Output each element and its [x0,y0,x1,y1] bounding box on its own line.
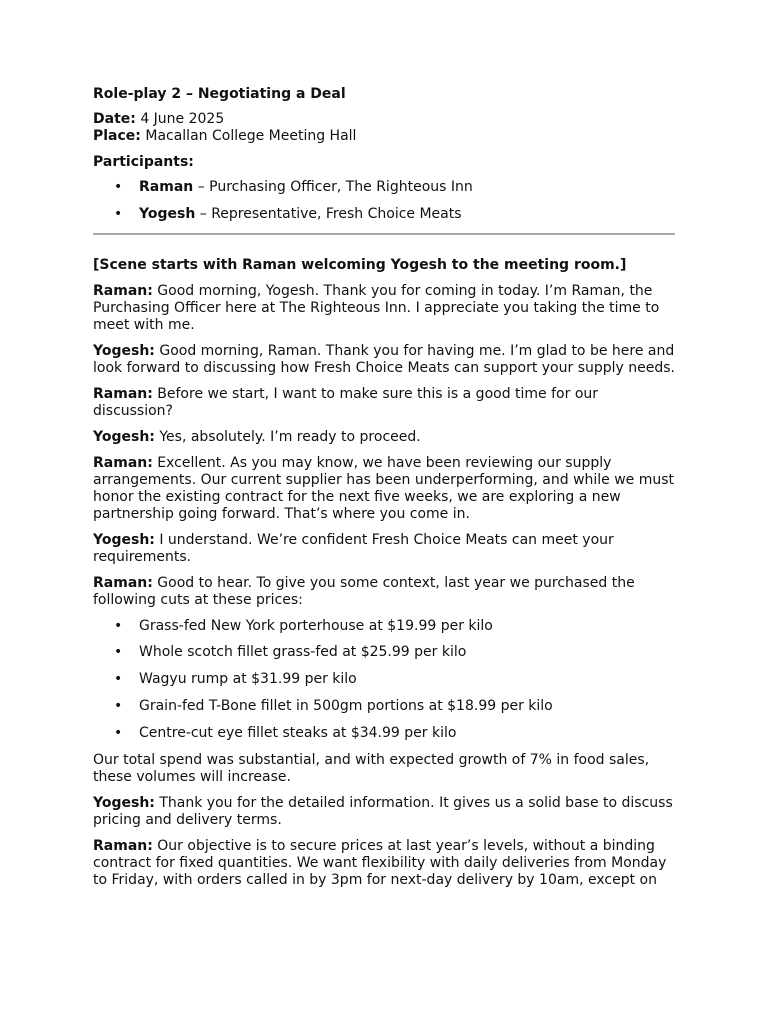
speaker-label: Yogesh: [93,531,155,548]
price-list-item [93,725,675,742]
dialogue-line [93,532,675,566]
speaker-label: Raman: [93,282,153,299]
price-item-text: Grain-fed T-Bone fillet in 500gm portions at $18.99 per kilo [139,697,553,714]
dialogue-line [93,575,675,609]
participants-heading: Participants: [93,154,194,170]
date-value: 4 June 2025 [140,111,225,127]
horizontal-divider [93,233,675,235]
participant-name: Raman [139,179,194,195]
price-item-text: Whole scotch fillet grass-fed at $25.99 per kilo [139,644,467,661]
paragraph: Our total spend was substantial, and with expected growth of 7% in food sales, these volumes will increase. [93,751,650,785]
place-label: Place: [93,128,141,144]
participant-item [93,179,675,196]
speaker-label: Raman: [93,574,153,591]
dialogue-text: Excellent. As you may know, we have been reviewing our supply arrangements. Our current supplier has been underperforming, and while we must honor the existing contract for the next five weeks, we are exploring a new partnership going forward. That’s where you come in. [93,454,675,522]
dialogue-text: Our objective is to secure prices at last year’s levels, without a binding contract for fixed quantities. We want flexibility with daily deliveries from Monday to Friday, with orders called in by 3pm for next-day delivery by 10am, except on [93,837,667,888]
dialogue-text: Thank you for the detailed information. It gives us a solid base to discuss pricing and delivery terms. [93,794,673,828]
dialogue-text: Good morning, Raman. Thank you for having me. I’m glad to be here and look forward to discussing how Fresh Choice Meats can support your supply needs. [93,342,675,376]
speaker-label: Yogesh: [93,428,155,445]
price-item-text: Centre-cut eye fillet steaks at $34.99 per kilo [139,724,457,741]
place-value: Macallan College Meeting Hall [145,128,357,144]
dialogue-text: Before we start, I want to make sure this is a good time for our discussion? [93,385,599,419]
place-line [93,128,675,145]
price-list-item [93,618,675,635]
price-list-item [93,644,675,661]
bullet-icon: • [114,617,123,634]
participant-role: – Representative, Fresh Choice Meats [199,205,462,222]
dialogue-line [93,429,675,446]
participant-item [93,206,675,223]
speaker-label: Raman: [93,385,153,402]
bullet-icon: • [114,697,123,714]
price-item-text: Wagyu rump at $31.99 per kilo [139,671,357,688]
dialogue-line [93,838,675,889]
speaker-label: Yogesh: [93,342,155,359]
dialogue-line [93,343,675,377]
dialogue-text: I understand. We’re confident Fresh Choice Meats can meet your requirements. [93,531,614,565]
scene-direction: [Scene starts with Raman welcoming Yogesh to the meeting room.] [93,256,627,273]
bullet-icon: • [114,644,123,661]
speaker-label: Raman: [93,454,153,471]
speaker-label: Yogesh: [93,794,155,811]
price-list-item [93,671,675,688]
dialogue-line [93,795,675,829]
dialogue-text: Good morning, Yogesh. Thank you for coming in today. I’m Raman, the Purchasing Officer here at The Righteous Inn. I appreciate you taking the time to meet with me. [93,282,660,333]
price-item-text: Grass-fed New York porterhouse at $19.99 per kilo [139,617,493,634]
price-list [93,618,675,742]
document-body [93,86,675,898]
date-line [93,111,675,128]
speaker-label: Raman: [93,837,153,854]
dialogue-line [93,455,675,523]
participants-list [93,179,675,223]
bullet-icon: • [114,205,123,222]
dialogue-text: Yes, absolutely. I’m ready to proceed. [159,428,421,445]
dialogue-text: Good to hear. To give you some context, last year we purchased the following cuts at these prices: [93,574,635,608]
bullet-icon: • [114,671,123,688]
date-label: Date: [93,111,136,127]
bullet-icon: • [114,179,123,195]
meta-block [93,111,675,145]
bullet-icon: • [114,724,123,741]
participant-name: Yogesh [139,205,196,222]
document-title: Role-play 2 – Negotiating a Deal [93,86,346,102]
dialogue-line [93,283,675,334]
price-list-item [93,698,675,715]
dialogue-line [93,386,675,420]
participant-role: – Purchasing Officer, The Righteous Inn [197,179,473,195]
